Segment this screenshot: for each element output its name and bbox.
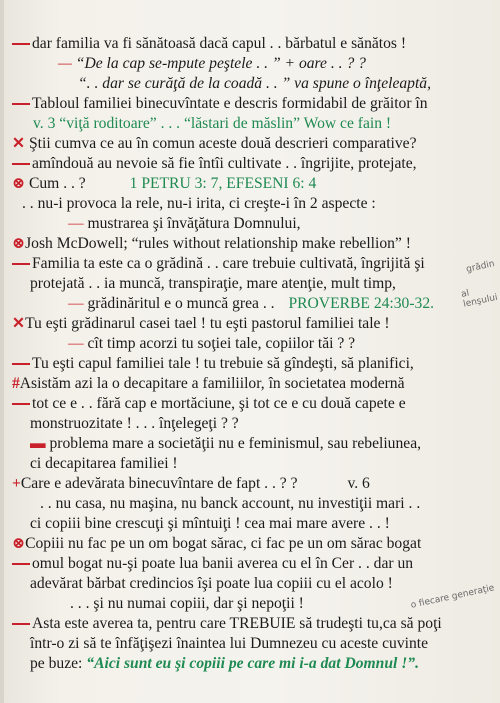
line-27-text: omul bogat nu-şi poate lua banii averea cu el în Cer . . dar un	[32, 555, 414, 572]
line-32-text: pe buze:	[30, 655, 83, 672]
scripture-reference-2: PROVERBE 24:30-32.	[288, 295, 435, 312]
line-8-text: Cum . . ?	[28, 175, 86, 192]
line-15-text: Tu eşti grădinarul casei tael ! tu eşti pastorul familiei tale !	[25, 315, 390, 332]
line-12-text: Familia ta este ca o grădină . . care trebuie cultivată, îngrijită şi	[32, 255, 425, 272]
text-line-23: +Care e adevărata binecuvîntare de fapt . . ? ? v. 6	[12, 475, 370, 492]
line-19-text: tot ce e . . fără cap e mortăciune, şi tot ce e cu două capete e	[32, 395, 406, 412]
text-line-14: — grădinăritul e o muncă grea . . PROVERBE 24:30-32.	[68, 295, 435, 312]
text-line-17	[12, 354, 500, 374]
line-13-text: protejată . . ia muncă, transpiraţie, mare atenţie, mult timp,	[30, 275, 396, 292]
verse-number: v. 6	[347, 475, 370, 492]
text-line-18: #Asistăm azi la o decapitare a familiilor, în societatea modernă	[12, 375, 405, 392]
line-25-text: ci copiii bine crescuţi şi mîntuiţi ! cea mai mare avere . . !	[30, 515, 390, 532]
line-14-text: grădinăritul e o muncă grea . .	[87, 295, 275, 312]
margin-note-3: o fiecare generaţie	[409, 583, 496, 611]
line-22-text: ci decapitarea familiei !	[30, 455, 178, 472]
text-line-2: — “De la cap se-mpute peştele . . ” + oare . . ? ?	[58, 55, 366, 72]
text-line-28	[30, 574, 500, 594]
line-30-text: Asta este averea ta, pentru care TREBUIE să trudeşti tu,ca să poţi	[32, 615, 442, 632]
line-5-text: v. 3 “viţă roditoare” . . . “lăstari de măslin” Wow ce fain !	[33, 115, 392, 132]
text-line-31	[30, 634, 500, 654]
line-6-text: Ştii cumva ce au în comun aceste două descrieri comparative?	[28, 135, 417, 152]
text-line-20	[30, 414, 500, 434]
text-line-5	[33, 114, 500, 134]
line-3-text: “. . dar se curăţă de la coadă . . ” va spune o înţeleaptă,	[78, 75, 431, 92]
line-9-text: . . nu-i provoca la rele, nu-i irita, ci creşte-i în 2 aspecte :	[22, 195, 376, 212]
line-18-text: Asistăm azi la o decapitare a familiilor, în societatea modernă	[19, 375, 405, 392]
page-binding-shadow	[0, 0, 4, 703]
text-line-32	[30, 654, 500, 674]
margin-note-1: grădin	[465, 259, 496, 275]
text-line-30	[12, 614, 500, 634]
line-28-text: adevărat bărbat credincios îşi poate lua copiii cu el acolo !	[30, 575, 393, 592]
line-10-text: mustrarea şi învăţătura Domnului,	[87, 215, 301, 232]
text-line-10: — mustrarea şi învăţătura Domnului,	[68, 215, 301, 232]
closing-quote: “Aici sunt eu şi copiii pe care mi i-a dat Domnul !”.	[86, 655, 419, 672]
text-line-12	[12, 254, 500, 274]
line-11-text: Josh McDowell; “rules without relationship make rebellion” !	[25, 235, 411, 252]
margin-note-2: al lenşului	[460, 288, 499, 310]
line-31-text: într-o zi să te înfăţişezi înaintea lui Dumnezeu cu aceste cuvinte	[30, 635, 429, 652]
line-7-text: amîndouă au nevoie să fie întîi cultivate . . îngrijite, protejate,	[32, 155, 417, 172]
text-line-16: — cît timp acorzi tu soţiei tale, copiilor tăi ? ?	[68, 335, 356, 352]
scripture-reference-1: 1 PETRU 3: 7, EFESENI 6: 4	[129, 175, 317, 192]
text-line-8: ⊗ Cum . . ? 1 PETRU 3: 7, EFESENI 6: 4	[12, 175, 317, 192]
text-line-11: ⊗Josh McDowell; “rules without relationship make rebellion” !	[12, 235, 411, 252]
line-26-text: Copiii nu fac pe un om bogat sărac, ci fac pe un om sărac bogat	[25, 535, 422, 552]
text-line-4	[12, 94, 500, 114]
line-1-text: dar familia va fi sănătoasă dacă capul . . bărbatul e sănătos !	[32, 35, 407, 52]
text-line-25	[30, 514, 500, 534]
line-4-text: Tabloul familiei binecuvîntate e descris formidabil de grăitor în	[32, 95, 428, 112]
text-line-3	[78, 74, 500, 94]
line-23-text: Care e adevărata binecuvîntare de fapt . . ? ?	[20, 475, 298, 492]
text-line-1	[12, 34, 500, 54]
text-line-21: ▬ problema mare a societăţii nu e feminismul, sau rebeliunea,	[30, 435, 422, 452]
line-29-text: . . . şi nu numai copiii, dar şi nepoţii !	[70, 595, 304, 612]
text-line-13	[30, 274, 500, 294]
line-2-text: “De la cap se-mpute peştele . . ” + oare . . ? ?	[75, 55, 366, 72]
text-line-6: ✕ Ştii cumva ce au în comun aceste două descrieri comparative?	[12, 135, 417, 152]
text-line-26: ⊗Copiii nu fac pe un om bogat sărac, ci fac pe un om sărac bogat	[12, 535, 422, 552]
text-line-22	[30, 454, 500, 474]
text-line-15: ✕Tu eşti grădinarul casei tael ! tu eşti pastorul familiei tale !	[12, 315, 390, 332]
text-line-19	[12, 394, 500, 414]
text-line-24	[40, 494, 500, 514]
line-24-text: . . nu casa, nu maşina, nu banck account, nu investiţii mari . .	[40, 495, 421, 512]
line-16-text: cît timp acorzi tu soţiei tale, copiilor tăi ? ?	[87, 335, 356, 352]
line-17-text: Tu eşti capul familiei tale ! tu trebuie să gîndeşti, să planifici,	[32, 355, 414, 372]
line-20-text: monstruozitate ! . . . înţelegeţi ? ?	[30, 415, 239, 432]
text-line-27	[12, 554, 500, 574]
text-line-7	[12, 154, 500, 174]
text-line-9	[22, 194, 500, 214]
line-21-text: problema mare a societăţii nu e feminismul, sau rebeliunea,	[49, 435, 422, 452]
